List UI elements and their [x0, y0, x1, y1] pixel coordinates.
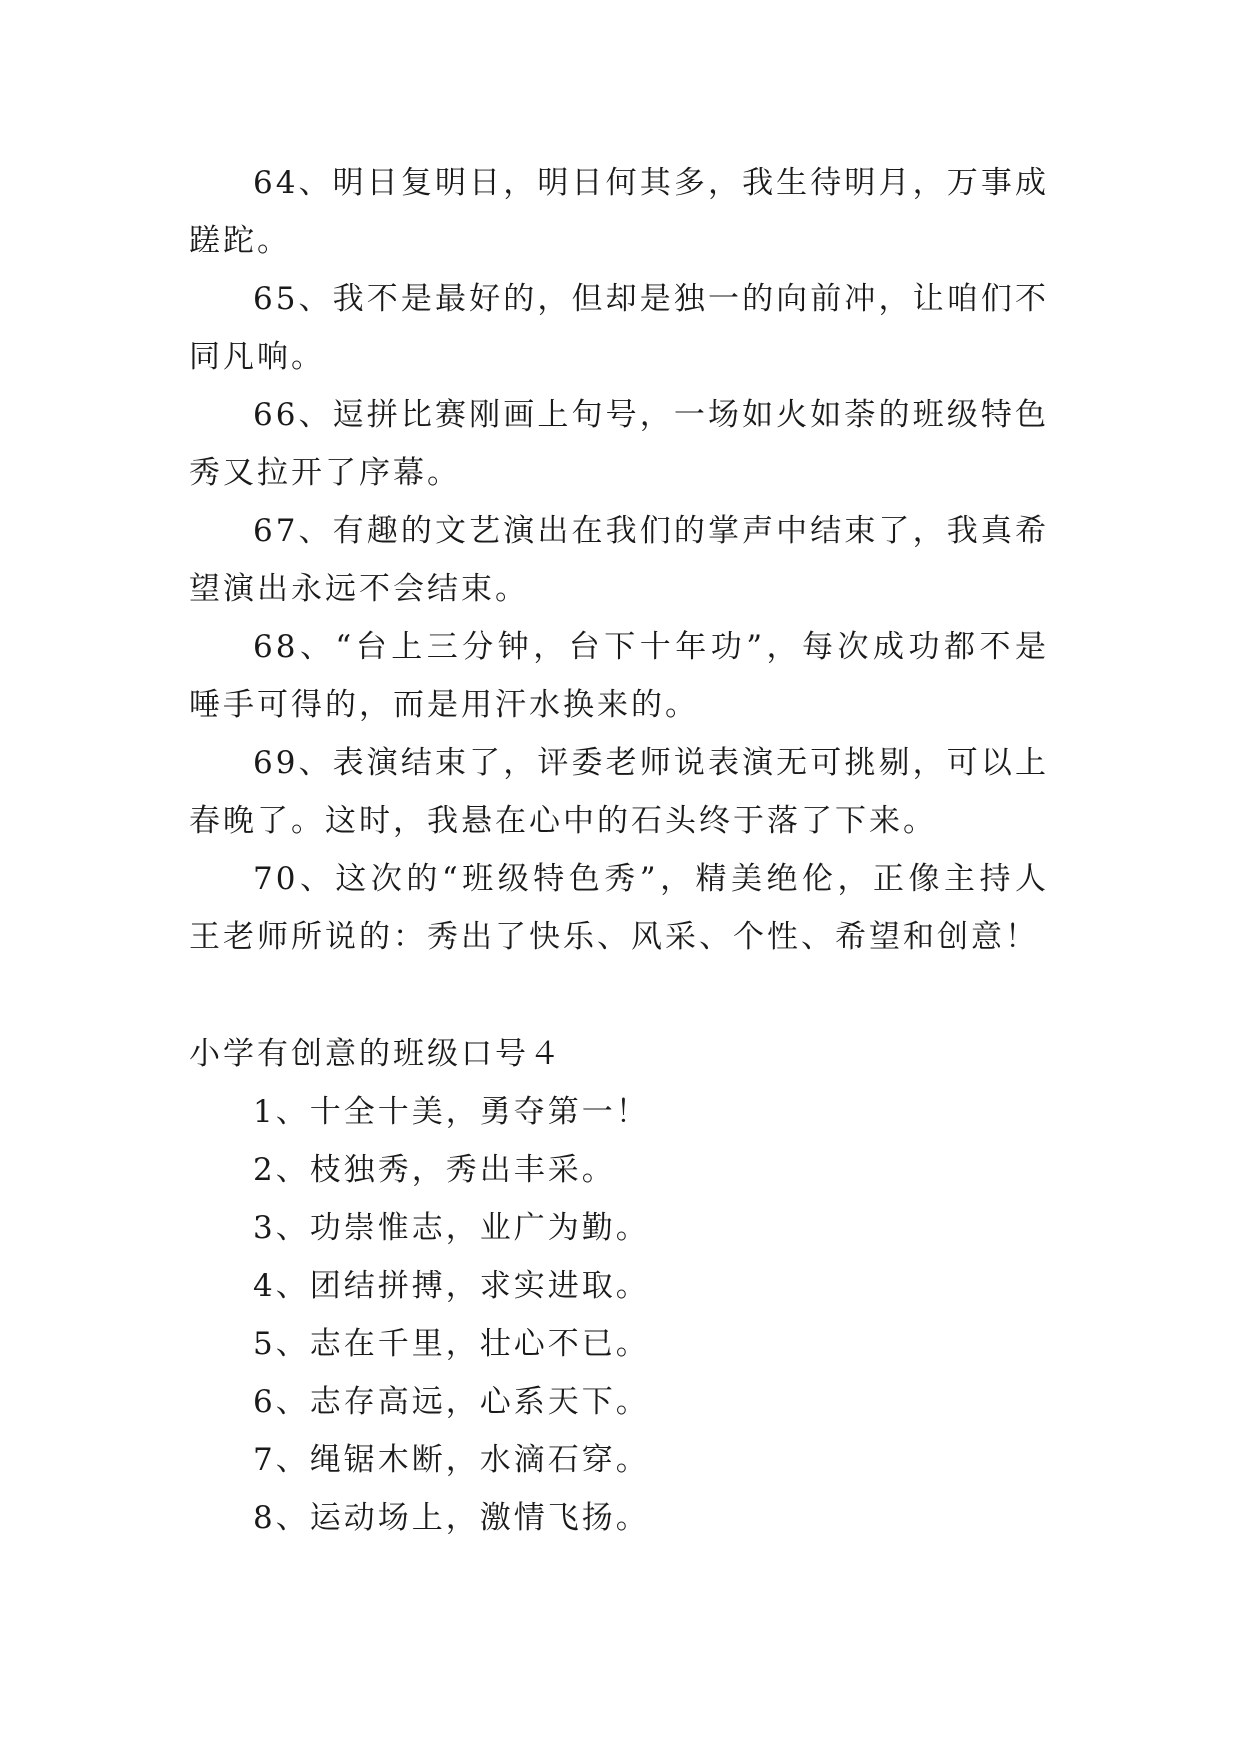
- slogan-item: 2、枝独秀，秀出丰采。: [253, 1152, 616, 1188]
- slogan-item: 3、功崇惟志，业广为勤。: [253, 1210, 650, 1246]
- slogan-item: 1、十全十美，勇夺第一！: [253, 1094, 650, 1130]
- slogan-item: 6、志存高远，心系天下。: [253, 1384, 650, 1420]
- paragraph-69: 69、表演结束了，评委老师说表演无可挑剔，可以上春晚了。这时，我悬在心中的石头终于落了下来。: [189, 745, 1049, 839]
- slogan-item: 7、绳锯木断，水滴石穿。: [253, 1442, 650, 1478]
- paragraph-68: 68、“台上三分钟，台下十年功”，每次成功都不是唾手可得的，而是用汗水换来的。: [189, 629, 1049, 723]
- slogan-item: 8、运动场上，激情飞扬。: [253, 1500, 650, 1536]
- paragraph-66: 66、逗拼比赛刚画上句号，一场如火如荼的班级特色秀又拉开了序幕。: [189, 397, 1049, 491]
- paragraph-64: 64、明日复明日，明日何其多，我生待明月，万事成蹉跎。: [189, 165, 1049, 259]
- paragraph-67: 67、有趣的文艺演出在我们的掌声中结束了，我真希望演出永远不会结束。: [189, 513, 1049, 607]
- section-title: 小学有创意的班级口号４: [189, 1036, 563, 1072]
- slogan-item: 4、团结拼搏，求实进取。: [253, 1268, 650, 1304]
- slogan-item: 5、志在千里，壮心不已。: [253, 1326, 650, 1362]
- paragraph-70: 70、这次的“班级特色秀”，精美绝伦，正像主持人王老师所说的：秀出了快乐、风采、个性、希望和创意！: [189, 861, 1049, 955]
- paragraph-65: 65、我不是最好的，但却是独一的向前冲，让咱们不同凡响。: [189, 281, 1049, 375]
